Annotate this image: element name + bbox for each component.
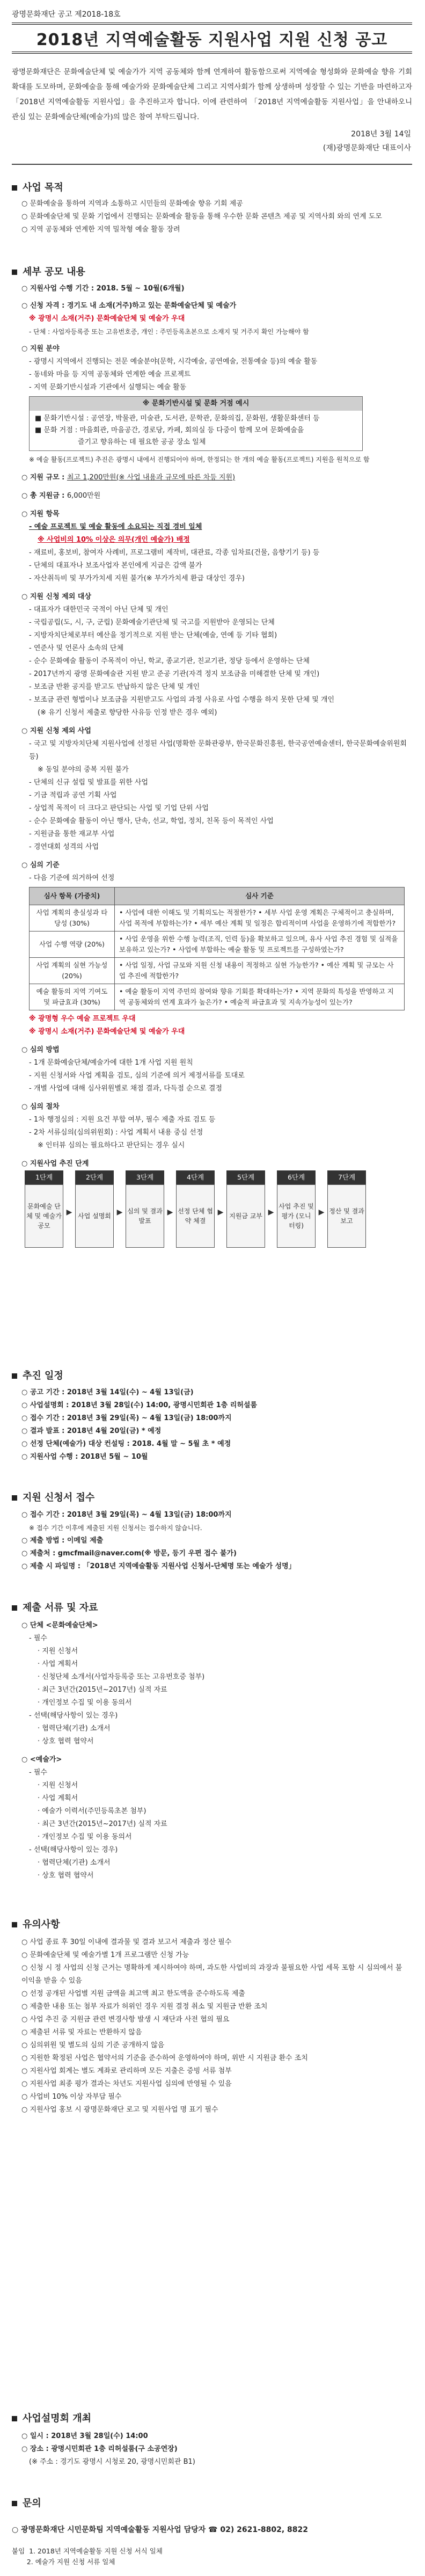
list-item: · 지원 신청서 — [38, 1647, 78, 1655]
example-line: 즐기고 향유하는 데 필요한 공공 장소 일체 — [78, 438, 206, 446]
section-docs-title: 제출 서류 및 자료 — [12, 1600, 98, 1614]
attachment-item: 2. 예술가 지원 신청 서류 일체 — [12, 2558, 115, 2566]
list-item: ○ 지원사업 최종 평가 결과는 차년도 지원사업 심의에 반영될 수 있음 — [21, 2080, 232, 2088]
restrict-item: - 보조금 관련 형법이나 보조금을 지원받고도 사업의 과정 사유로 사업 수행을 하지 못한 단체 및 개인 — [29, 696, 334, 704]
restrict-item: - 보조금 반환 공지를 받고도 반납하지 않은 단체 및 개인 — [29, 683, 200, 691]
criteria-item: - 단체의 대표자나 보조사업자 본인에게 지급은 감액 불가 — [29, 562, 202, 570]
document-number: 광명문화재단 공고 제2018-18호 — [12, 10, 121, 19]
section-notes-title: 유의사항 — [12, 1917, 60, 1931]
list-item: · 상호 협력 협약서 — [38, 1737, 94, 1745]
proc-label: ○ 심의 절차 — [21, 1103, 60, 1111]
method-item: - 지원 신청서와 사업 계획을 검토, 심의 기준에 의거 제정서류를 토대로 — [29, 1072, 245, 1080]
example-line: ■ 문화기반시설 : 공연장, 박물관, 미술관, 도서관, 문학관, 문화의집, 문화원, 생활문화센터 등 — [35, 414, 320, 423]
priority-label: ○ 지원 신청 제외 사업 — [21, 727, 91, 735]
list-item: · 지원 신청서 — [38, 1781, 78, 1789]
flow-step: 7단계 정산 및 결과 보고 — [327, 1170, 366, 1248]
priority-item: - 기금 적립과 공연 기획 사업 — [29, 791, 117, 799]
list-item: ○ 접수 기간 : 2018년 3월 29일(목) ~ 4월 13일(금) 18:00까지 — [21, 1414, 232, 1422]
notes-list — [21, 1936, 408, 2116]
schedule-list — [21, 1386, 408, 1464]
list-item: ○ 사업비 10% 이상 자부담 필수 — [21, 2093, 122, 2101]
list-item: ○ 지역 공동체와 연계한 지역 밀착형 예술 활동 장려 — [21, 225, 180, 234]
restrict-item: - 지방자치단체로부터 예산을 정기적으로 지원 받는 단체(예술, 연예 등 기타 협회) — [29, 631, 277, 639]
arrow-right-icon: ▶ — [167, 1208, 173, 1217]
restrict-item: (※ 유기 신청서 제출로 향당한 사유등 인정 받은 경우 예외) — [38, 709, 217, 717]
restrict-item: - 국립공립(도, 시, 구, 군립) 문화예술기관단체 및 국고를 지원받아 운영되는 단체 — [29, 618, 275, 627]
eval-label: ○ 심의 기준 — [21, 861, 60, 869]
table-row — [30, 932, 405, 958]
flow-label: ○ 지원사업 추진 단계 — [21, 1160, 89, 1168]
eval-note: ※ 광명형 우수 예술 프로젝트 우대 — [29, 1015, 136, 1023]
target-priority: ※ 광명시 소재(거주) 문화예술단체 및 예술가 우대 — [29, 315, 185, 323]
eval-header: 심사 항목 (가중치) — [30, 887, 115, 905]
square-bullet-icon — [12, 270, 17, 275]
restrict-item: - 순수 문화예술 활동이 주목적이 아닌, 학교, 종교기관, 친교기관, 정당 등에서 운영하는 단체 — [29, 657, 310, 665]
eval-item: 사업 계획의 충실성과 타당성 (30%) — [30, 905, 115, 932]
field-desc: - 동네와 마을 등 지역 공동체와 연계한 예술 프로젝트 — [29, 370, 191, 379]
table-row — [30, 958, 405, 984]
priority-item: - 상업적 목적이 더 크다고 판단되는 사업 및 기업 단위 사업 — [29, 804, 209, 812]
priority-item: - 단체의 신규 설립 및 발표를 위한 사업 — [29, 778, 148, 787]
list-item: ○ 지원한 확정된 사업은 협약서의 기준을 준수하여 운영하여야 하며, 위반 시 지원금 환수 조치 — [21, 2054, 308, 2062]
briefing-list — [21, 2430, 408, 2469]
list-item: ○ 제출처 : gmcfmail@naver.com(※ 방문, 등기 우편 접수 불가) — [21, 1549, 237, 1558]
list-item: · 협력단체(기관) 소개서 — [38, 1724, 111, 1733]
scale-label: ○ 지원 규모 : — [21, 474, 65, 482]
proc-item: - 1차 행정심의 : 지원 요건 부합 여부, 필수 제출 자료 검토 등 — [29, 1116, 216, 1124]
list-item: ○ 제출 시 파일명 : 「2018년 지역예술활동 지원사업 신청서-단체명 또는 예술가 성명」 — [21, 1562, 296, 1570]
page-title: 2018년 지역예술활동 지원사업 지원 신청 공고 — [12, 23, 412, 54]
list-item: ○ 단체 <문화예술단체> — [21, 1621, 98, 1629]
proc-note: ※ 인터뷰 심의는 필요하다고 판단되는 경우 실시 — [38, 1141, 185, 1149]
attachment-item: 붙임 1. 2018년 지역예술활동 지원 신청 서식 일체 — [12, 2547, 163, 2555]
table-row — [30, 905, 405, 932]
list-item: ○ 사업 종료 후 30일 이내에 결과물 및 결과 보고서 제출과 정산 필수 — [21, 1938, 232, 1946]
eval-item: 예술 활동의 지역 기여도 및 파급효과 (30%) — [30, 984, 115, 1010]
restrict-item: - 2017년까지 광명 문화예술관 지원 받고 준공 기관(자격 정지 보조금을 미해결한 단체 및 개인) — [29, 670, 320, 678]
example-box — [29, 396, 363, 451]
list-item: ○ 선정 공개된 사업별 지원 금액을 최고액 최고 한도액을 준수하도록 제출 — [21, 1990, 245, 1998]
period-label: ○ 지원사업 수행 기간 : — [21, 285, 94, 293]
criteria-item: ※ 사업비의 10% 이상은 의무(개인 예술가) 배정 — [38, 536, 190, 544]
attachments — [12, 2546, 412, 2567]
priority-item: ※ 동일 분야의 중복 지원 불가 — [38, 766, 129, 774]
eval-item: 사업 계획의 실현 가능성 (20%) — [30, 958, 115, 984]
list-item: ○ 사업 추진 중 지원금 관련 변경사항 발생 시 재단과 사전 협의 필요 — [21, 2015, 230, 2024]
flow-step: 3단계 심의 및 결과 발표 — [126, 1170, 164, 1248]
square-bullet-icon — [12, 1922, 17, 1927]
list-item: ○ 일시 : 2018년 3월 28일(수) 14:00 — [21, 2432, 148, 2440]
table-row — [30, 984, 405, 1010]
priority-item: - 경연대회 성격의 사업 — [29, 843, 99, 851]
period-value: 2018. 5월 ~ 10월(6개월) — [96, 285, 185, 293]
purpose-list — [21, 198, 408, 236]
priority-item: - 지원금을 통한 재교부 사업 — [29, 830, 115, 838]
eval-criteria: • 사업에 대한 이해도 및 기획의도는 적절한가? • 세부 사업 운영 계획은 구체적이고 충실하며, 사업 목적에 부합하는가? • 세부 예산 계획 및 일정은 합리적이며 사업을 운영하기에 적합한가? — [115, 905, 405, 932]
list-item: ○ 심의위원 및 별도의 심의 기준 공개하지 않음 — [21, 2041, 165, 2049]
flow-step: 5단계 지원금 교부 — [226, 1170, 265, 1248]
priority-item: - 순수 문화예술 활동이 아닌 행사, 단속, 선교, 학업, 정치, 친목 등이 목적인 사업 — [29, 817, 274, 825]
method-label: ○ 심의 방법 — [21, 1046, 60, 1054]
field-desc: - 지역 문화기반시설과 기관에서 실행되는 예술 활동 — [29, 383, 187, 391]
intro-paragraph: 광명문화재단은 문화예술단체 및 예술가가 지역 공동체와 함께 연계하여 활동함으로써 지역예술 형성화와 문화예술 향유 기회 확대를 도모하며, 문화예술을 통해 예술가와 문화예술단체 그리고 지역사회가 함께 상생하며 성장할 수 있는 기반을 마련하고자 「2018년 지역예술활동 지원사업」을 추진하고자 합니다. 이에 관련하여 「2018년 지역예술활동 지원사업」을 안내하오니 관심 있는 문화예술단체(예술가)의 많은 참여 부탁드립니다. — [12, 68, 412, 121]
eval-criteria: • 사업 운영을 위한 수행 능력(조직, 인력 등)을 확보하고 있으며, 유사 사업 추진 경험 및 실적을 보유하고 있는가? • 사업에 부합하는 예술 활동 및 프로젝트를 구성하였는가? — [115, 932, 405, 958]
restrict-label: ○ 지원 신청 제외 대상 — [21, 593, 91, 601]
square-bullet-icon — [12, 2501, 17, 2506]
flow-step: 2단계 사업 설명회 — [75, 1170, 114, 1248]
criteria-label: ○ 지원 항목 — [21, 510, 60, 518]
flow-step: 1단계 문화예술 단체 및 예술가 공모 — [25, 1170, 63, 1248]
contact-info: ○ 광명문화재단 시민문화팀 지역예술활동 지원사업 담당자 ☎ 02) 2621-8802, 8822 — [12, 2526, 308, 2534]
eval-criteria: • 예술 활동이 지역 주민의 참여와 향유 기회를 확대하는가? • 지역 문화의 특성을 반영하고 지역 공동체와의 연계 효과가 높은가? • 예술적 파급효과 및 지속가능성이 있는가? — [115, 984, 405, 1010]
list-item: ○ 선정 단체(예술가) 대상 컨설팅 : 2018. 4월 말 ~ 5월 초 * 예정 — [21, 1440, 231, 1448]
eval-item: 사업 수행 역량 (20%) — [30, 932, 115, 958]
list-item: ○ 지원사업 회계는 별도 계좌로 관리하며 모든 지출은 증빙 서류 첨부 — [21, 2067, 232, 2075]
list-item: · 최근 3년간(2015년~2017년) 실적 자료 — [38, 1686, 167, 1694]
list-item: - 필수 — [29, 1769, 47, 1777]
list-item: · 협력단체(기관) 소개서 — [38, 1859, 111, 1867]
proc-item: - 2차 서류심의(심의위원회) : 사업 계획서 내용 중심 선정 — [29, 1129, 203, 1137]
list-item: (※ 주소 : 경기도 광명시 시청로 20, 광명시민회관 B1) — [29, 2458, 195, 2466]
list-item: · 신청단체 소개서(사업자등록증 또는 고유번호증 첨부) — [38, 1673, 205, 1681]
target-note: - 단체 : 사업자등록증 또는 고유번호증, 개인 : 주민등록초본으로 소재지 및 거주지 확인 가능해야 함 — [29, 328, 309, 336]
list-item: ○ 사업설명회 : 2018년 3월 28일(수) 14:00, 광명시민회관 1층 리허설룸 — [21, 1401, 258, 1409]
square-bullet-icon — [12, 2416, 17, 2421]
eval-note: ※ 광명시 소재(거주) 문화예술단체 및 예술가 우대 — [29, 1028, 185, 1036]
section-purpose-title: 사업 목적 — [12, 180, 63, 194]
list-item: ○ 문화예술단체 및 예술가별 1개 프로그램만 신청 가능 — [21, 1951, 189, 1959]
list-item: · 개인정보 수집 및 이용 동의서 — [38, 1699, 132, 1707]
detail-content — [21, 282, 408, 1256]
notice-date: 2018년 3월 14일 — [351, 130, 411, 139]
list-item: · 상호 협력 협약서 — [38, 1872, 94, 1880]
list-item: · 개인정보 수집 및 이용 동의서 — [38, 1833, 132, 1841]
list-item: ○ 접수 기간 : 2018년 3월 29일(목) ~ 4월 13일(금) 18:00까지 — [21, 1511, 232, 1519]
divider — [12, 164, 412, 165]
list-item: ○ 제출 방법 : 이메일 제출 — [21, 1537, 104, 1545]
list-item: - 선택(해당사항이 있는 경우) — [29, 1712, 118, 1720]
section-detail-title: 세부 공모 내용 — [12, 264, 85, 278]
list-item: ○ 신청 시 정 사업의 신청 근거는 명확하게 제시하여야 하며, 과도한 사업비의 과장과 불필요한 사업 세목 포함 시 심의에서 불이익을 받을 수 있음 — [21, 1964, 402, 1985]
field-note: ※ 예술 활동(프로젝트) 추진은 광명시 내에서 진행되어야 하며, 한정되는 한 개의 예술 활동(프로젝트) 지원을 원칙으로 함 — [29, 456, 370, 463]
docs-list — [21, 1619, 408, 1882]
method-item: - 1개 문화예술단체/예술가에 대한 1개 사업 지원 원칙 — [29, 1059, 193, 1067]
arrow-right-icon: ▶ — [318, 1208, 325, 1217]
section-contact-title: 문의 — [12, 2495, 41, 2509]
list-item: ○ 공고 기간 : 2018년 3월 14일(수) ~ 4월 13일(금) — [21, 1388, 194, 1396]
section-schedule-title: 추진 일정 — [12, 1368, 63, 1382]
list-item: ○ 지원사업 수행 : 2018년 5월 ~ 10월 — [21, 1453, 148, 1461]
criteria-item: - 예술 프로젝트 및 예술 활동에 소요되는 직접 경비 일체 — [29, 523, 202, 531]
criteria-item: - 재료비, 홍보비, 참여자 사례비, 프로그램비 제작비, 대관료, 각종 임차료(건물, 음향기기 등) 등 — [29, 549, 320, 557]
example-box-title: ※ 문화기반시설 및 문화 거점 예시 — [30, 397, 362, 411]
flow-step: 4단계 선정 단체 협약 체결 — [176, 1170, 215, 1248]
field-desc: - 광명시 지역에서 진행되는 전문 예술분야(문학, 시각예술, 공연예술, 전통예술 등)의 예술 활동 — [29, 358, 318, 366]
notice-signer: (재)광명문화재단 대표이사 — [323, 144, 411, 152]
scale-value: 최고 1,200만원(※ 사업 내용과 규모에 따른 차등 지원) — [67, 474, 236, 482]
list-item: · 예술가 이력서(주민등록초본 첨부) — [38, 1807, 146, 1815]
square-bullet-icon — [12, 1605, 17, 1611]
list-item: - 선택(해당사항이 있는 경우) — [29, 1846, 118, 1854]
list-item: · 최근 3년간(2015년~2017년) 실적 자료 — [38, 1820, 167, 1828]
eval-criteria: • 사업 일정, 사업 규모와 지원 신청 내용이 적정하고 실현 가능한가? • 예산 계획 및 규모는 사업 추진에 적합한가? — [115, 958, 405, 984]
square-bullet-icon — [12, 185, 17, 191]
flow-step: 6단계 사업 추진 및 평가 (모니터링) — [277, 1170, 316, 1248]
criteria-item: - 자산취득비 및 부가가치세 지원 불가(※ 부가가치세 환급 대상인 경우) — [29, 574, 245, 583]
eval-header: 심사 기준 — [115, 887, 405, 905]
section-briefing-title: 사업설명회 개최 — [12, 2411, 91, 2425]
process-flow — [25, 1170, 408, 1256]
list-item: ○ 문화예술단체 및 문화 기업에서 진행되는 문화예술 활동을 통해 우수한 문화 콘텐츠 제공 및 지역사회 와의 연계 도모 — [21, 213, 382, 221]
list-item: ○ 지원사업 홍보 시 광명문화재단 로고 및 지원사업 명 표기 필수 — [21, 2106, 218, 2114]
total-value: 6,000만원 — [67, 492, 101, 500]
arrow-right-icon: ▶ — [66, 1208, 72, 1217]
field-label: ○ 지원 분야 — [21, 345, 60, 353]
list-item: ○ 장소 : 광명시민회관 1층 리허설룸(구 소공연장) — [21, 2445, 178, 2453]
list-item: ○ <예술가> — [21, 1756, 62, 1764]
square-bullet-icon — [12, 1373, 17, 1379]
eval-sub: - 다음 기준에 의거하여 선정 — [29, 874, 115, 882]
list-item: ○ 제출한 내용 또는 첨부 자료가 허위인 경우 지원 결정 취소 및 지원금 반환 조치 — [21, 2003, 268, 2011]
section-apply-title: 지원 신청서 접수 — [12, 1490, 94, 1504]
arrow-right-icon: ▶ — [116, 1208, 123, 1217]
total-label: ○ 총 지원금 : — [21, 492, 65, 500]
list-item: - 필수 — [29, 1634, 47, 1642]
list-item: ○ 제출된 서류 및 자료는 반환하지 않음 — [21, 2028, 142, 2036]
list-item: ○ 문화예술을 통하여 지역과 소통하고 시민들의 문화예술 향유 기회 제공 — [21, 200, 243, 208]
square-bullet-icon — [12, 1495, 17, 1501]
priority-item: - 국고 및 지방자치단체 지원사업에 선정된 사업(명확한 문화관광부, 한국문화진흥원, 한국공연예술센터, 한국문화예술위원회 등) — [29, 740, 407, 761]
eval-table — [29, 887, 405, 1010]
list-item: ※ 접수 기간 이후에 제출된 지원 신청서는 접수하지 않습니다. — [29, 1524, 202, 1532]
method-item: - 개별 사업에 대해 심사위원별로 채점 결과, 다득점 순으로 결정 — [29, 1085, 222, 1093]
target-label: ○ 신청 자격 : 경기도 내 소재(거주)하고 있는 문화예술단체 및 예술가 — [21, 302, 237, 310]
restrict-item: - 연준사 및 언론사 소속의 단체 — [29, 644, 124, 652]
example-line: ■ 문화 거점 : 마을회관, 마을공간, 경로당, 카페, 회의실 등 다중이 함께 모여 문화예술을 — [35, 426, 304, 434]
list-item: · 사업 계획서 — [38, 1660, 78, 1668]
apply-list — [21, 1509, 408, 1573]
restrict-item: - 대표자가 대한민국 국적이 아닌 단체 및 개인 — [29, 606, 168, 614]
list-item: · 사업 계획서 — [38, 1794, 78, 1802]
list-item: ○ 결과 발표 : 2018년 4월 20일(금) * 예정 — [21, 1427, 162, 1435]
arrow-right-icon: ▶ — [268, 1208, 274, 1217]
arrow-right-icon: ▶ — [217, 1208, 224, 1217]
